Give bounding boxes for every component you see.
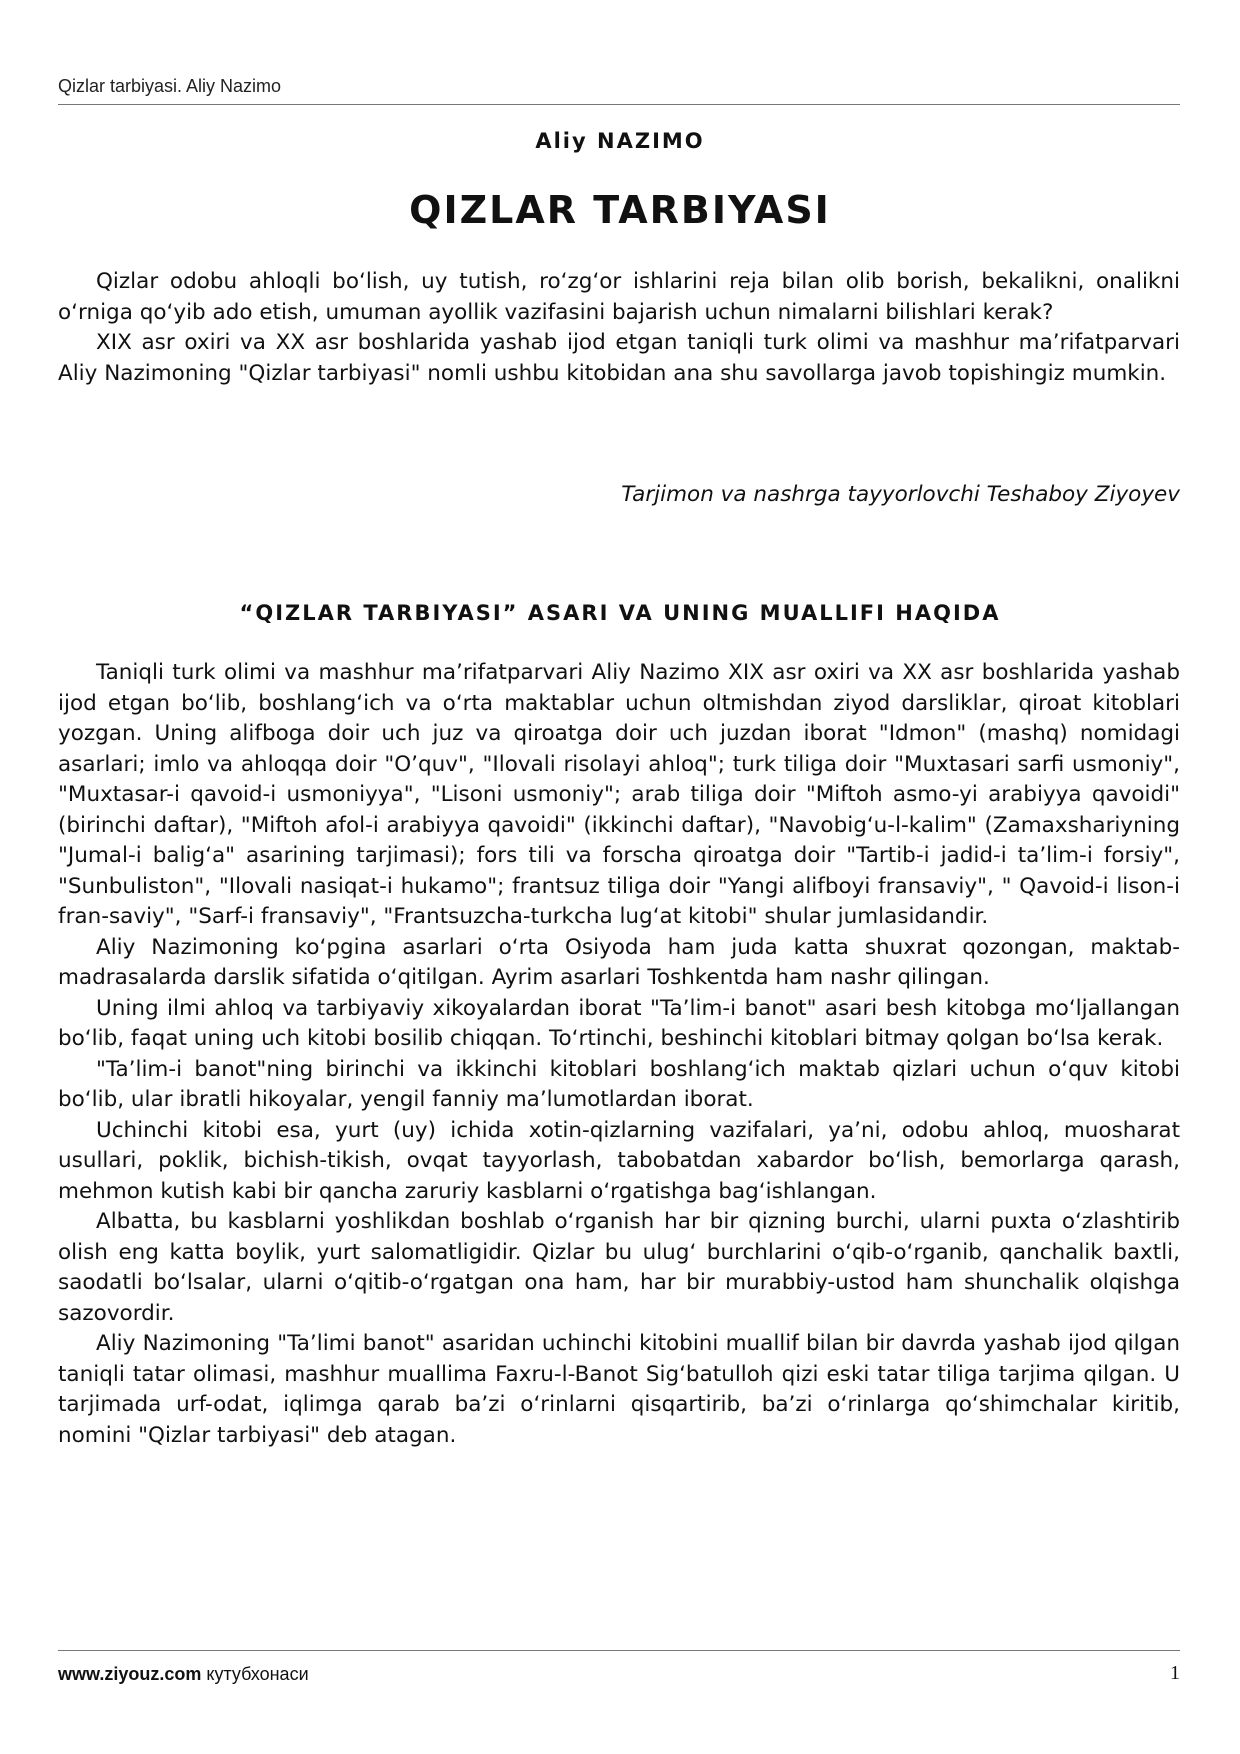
section-heading: “QIZLAR TARBIYASI” ASARI VA UNING MUALLIFI HAQIDA [239, 601, 1001, 625]
intro-paragraph: XIX asr oxiri va XX asr boshlarida yashab ijod etgan taniqli turk olimi va mashhur ma’rifatparvari Aliy Nazimoning "Qizlar tarbiyasi" nomli ushbu kitobidan ana shu savollarga javob topishingiz mumkin. [58, 330, 1180, 386]
body-paragraph: "Ta’lim-i banot"ning birinchi va ikkinchi kitoblari boshlang‘ich maktab qizlari uchun o‘quv kitobi bo‘lib, ular ibratli hikoyalar, yengil fanniy ma’lumotlardan iborat. [58, 1056, 1180, 1112]
footer-source [58, 1664, 309, 1685]
footer-site-link[interactable]: www.ziyouz.com [58, 1664, 202, 1684]
footer-library-label: кутубхонаси [206, 1664, 309, 1684]
running-header: Qizlar tarbiyasi. Aliy Nazimo [58, 76, 282, 96]
body-paragraph: Uning ilmi ahloq va tarbiyaviy xikoyalardan iborat "Ta’lim-i banot" asari besh kitobga mo‘ljallangan bo‘lib, faqat uning uch kitobi bosilib chiqqan. To‘rtinchi, beshinchi kitoblari bitmay qolgan bo‘lsa kerak. [58, 995, 1180, 1051]
body-paragraph: Uchinchi kitobi esa, yurt (uy) ichida xotin-qizlarning vazifalari, ya’ni, odobu ahloq, muosharat usullari, poklik, bichish-tikish, ovqat tayyorlash, tabobatdan xabardor bo‘lish, bemorlarga qarash, mehmon kutish kabi bir qancha zaruriy kasblarni o‘rgatishga bag‘ishlangan. [58, 1117, 1180, 1204]
body-paragraph: Albatta, bu kasblarni yoshlikdan boshlab o‘rganish har bir qizning burchi, ularni puxta o‘zlashtirib olish eng katta boylik, yurt salomatligidir. Qizlar bu ulug‘ burchlarini o‘qib-o‘rganib, qanchalik baxtli, saodatli bo‘lsalar, ularni o‘qitib-o‘rgatgan ona ham, har bir murabbiy-ustod ham shunchalik olqishga sazovordir. [58, 1209, 1180, 1326]
page-number: 1 [1170, 1662, 1180, 1684]
body-paragraph: Aliy Nazimoning ko‘pgina asarlari o‘rta Osiyoda ham juda katta shuxrat qozongan, maktab-madrasalarda darslik sifatida o‘qitilgan. Ayrim asarlari Toshkentda ham nashr qilingan. [58, 934, 1180, 990]
author-name: Aliy NAZIMO [535, 129, 705, 153]
intro-paragraph: Qizlar odobu ahloqli bo‘lish, uy tutish, ro‘zg‘or ishlarini reja bilan olib borish, bekalikni, onalikni o‘rniga qo‘yib ado etish, umuman ayollik vazifasini bajarish uchun nimalarni bilishlari kerak? [58, 269, 1180, 325]
body-paragraph: Taniqli turk olimi va mashhur ma’rifatparvari Aliy Nazimo XIX asr oxiri va XX asr boshlarida yashab ijod etgan bo‘lib, boshlang‘ich va o‘rta maktablar uchun oltmishdan ziyod darsliklar, qiroat kitoblari yozgan. Uning alifboga doir uch juz va qiroatga doir uch juzdan iborat "Idmon" (mashq) nomidagi asarlari; imlo va ahloqqa doir "O’quv", "Ilovali risolayi ahloq"; turk tiliga doir "Muxtasari sarfi usmoniy", "Muxtasar-i qavoid-i usmoniyya", "Lisoni usmoniy"; arab tiliga doir "Miftoh asmo-yi arabiyya qavoidi" (birinchi daftar), "Miftoh afol-i arabiyya qavoidi" (ikkinchi daftar), "Navobig‘u-l-kalim" (Zamaxshariyning "Jumal-i balig‘a" asarining tarjimasi); fors tili va forscha qiroatga doir "Tartib-i jadid-i ta’lim-i forsiy", "Sunbuliston", "Ilovali nasiqat-i hukamo"; frantsuz tiliga doir "Yangi alifboyi fransaviy", " Qavoid-i lison-i fran-saviy", "Sarf-i fransaviy", "Frantsuzcha-turkcha lug‘at kitobi" shular jumlasidandir. [58, 660, 1180, 929]
body-paragraph: Aliy Nazimoning "Ta’limi banot" asaridan uchinchi kitobini muallif bilan bir davrda yashab ijod qilgan taniqli tatar olimasi, mashhur muallima Faxru-l-Banot Sig‘batulloh qizi eski tatar tiliga tarjima qilgan. U tarjimada urf-odat, iqlimga qarab ba’zi o‘rinlarni qisqartirib, ba’zi o‘rinlarga qo‘shimchalar kiritib, nomini "Qizlar tarbiyasi" deb atagan. [58, 1331, 1180, 1448]
body-text [58, 658, 1180, 1451]
header-divider [58, 104, 1180, 105]
page-title: QIZLAR TARBIYASI [409, 188, 831, 232]
footer-divider [58, 1650, 1180, 1651]
intro-block [58, 267, 1180, 389]
translator-credit: Tarjimon va nashrga tayyorlovchi Teshaboy Ziyoyev [621, 482, 1180, 507]
